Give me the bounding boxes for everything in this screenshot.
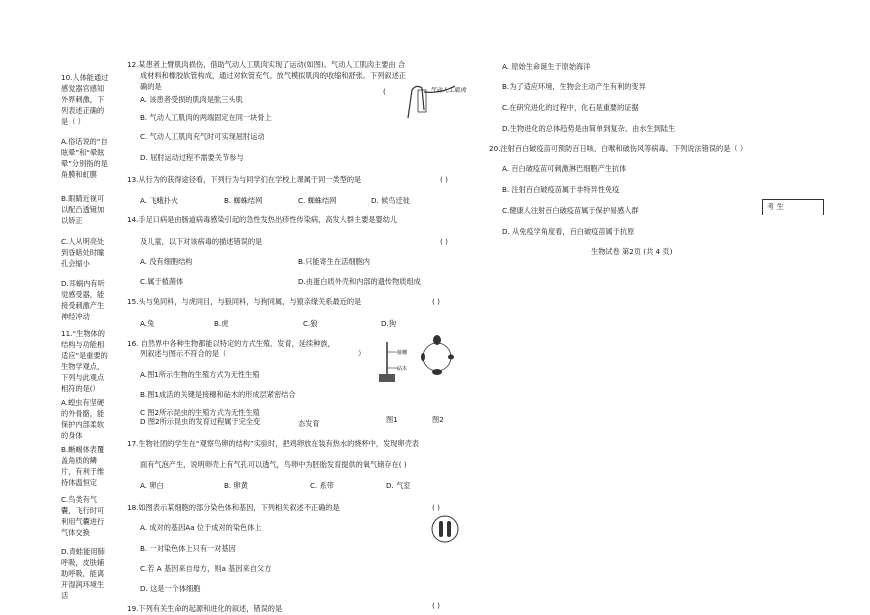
q19-option-d: D.生物进化的总体趋势是由简单到复杂、由水生到陆生: [502, 124, 676, 133]
q20-option-a: A. 百白破疫苗可刺激淋巴细胞产生抗体: [502, 164, 627, 173]
q13-option-d: D. 候鸟迁徙: [371, 196, 410, 205]
question-16-line2: 列叙述与图示不符合的是（: [140, 349, 227, 358]
examinee-box: [762, 199, 824, 215]
q12-option-d: D. 屈肘运动过程不需要关节参与: [140, 153, 244, 162]
q12-option-c: C. 气动人工肌肉充气时可实现屈肘运动: [140, 132, 265, 141]
q10-option-b: B.眼睛近视可以配凸透镜加以矫正: [61, 194, 105, 225]
q12-option-a: A. 该患者受损的肌肉是肱三头肌: [140, 95, 243, 104]
q14-option-a: A. 没有细胞结构: [140, 257, 193, 266]
question-13: 13.从行为的获得途径看，下列行为与同学们在学校上课属于同一类型的是: [127, 175, 362, 184]
answer-paren: ( ): [432, 601, 440, 610]
q15-option-b: B.虎: [214, 319, 229, 328]
question-15: 15.头与兔同科，与虎同目，与狼同科，与狗同属，与猿亲缘关系最近的是: [127, 297, 362, 306]
question-11: 11.“生物体的结构与功能相适应”是重要的生物学观点，下列与此观点相符的是(）: [61, 329, 108, 393]
question-19: 19.下列有关生命的起源和进化的叙述，错误的是: [127, 604, 283, 613]
question-12-line3: 确的是: [140, 82, 162, 91]
q13-option-c: C. 蜘蛛结网: [298, 196, 337, 205]
answer-paren: ( ): [440, 175, 448, 184]
q16-option-d: D 图2所示昆虫的发育过程属于完全变: [140, 417, 261, 426]
q11-option-b: B.蜥蜴体表覆盖角质的鳞片，有利于维持体温恒定: [61, 445, 105, 487]
q19-option-c: C.在研究进化的过程中，化石是重要的证据: [502, 103, 639, 112]
question-18: 18.如图表示某细胞的部分染色体和基因，下列相关叙述不正确的是: [127, 503, 340, 512]
q10-option-a: A.俗话说的“自眩晕”和“晕眩晕”分别指的是角膜和虹膜: [61, 137, 108, 179]
q15-option-c: C.狼: [303, 319, 318, 328]
q16-option-b: B.图1成活的关键是接穗和砧木的形成层紧密结合: [140, 390, 296, 399]
question-16: 16. 自然界中各种生物都能以特定的方式生殖、发育，延续种族，: [127, 339, 335, 348]
question-17: 17.生物社团的学生在“观察鸟卵的结构”实验时，把鸡卵放在装有热水的烧杯中，发现卵壳表: [127, 439, 420, 448]
q14-option-c: C.属于植菌体: [140, 277, 184, 286]
figure-1-label: 图1: [386, 415, 398, 424]
page-footer: 生物试卷 第2页 (共 4 页): [591, 247, 673, 256]
q10-option-c: C.人从明亮处到昏暗处时瞳孔会缩小: [61, 237, 105, 268]
question-10: 10.人体能通过感觉器官感知外界刺激，下列表述正确的是（ ）: [61, 73, 109, 126]
answer-paren: ( ): [432, 503, 440, 512]
q18-option-d: D. 这是一个体细胞: [140, 584, 201, 593]
artificial-muscle-arm-figure: [400, 80, 470, 120]
q18-option-c: C.若 A 基因来自母方，则a 基因来自父方: [140, 564, 272, 573]
q20-option-b: B. 注射百白破疫苗属于非特异性免疫: [502, 185, 620, 194]
question-20: 20.注射百白破疫苗可预防百日咳、白喉和破伤风等病毒。下列说法错误的是（ ）: [489, 144, 748, 153]
q16-option-a: A.图1所示生物的生殖方式为无性生殖: [140, 370, 260, 379]
chromosome-cell-figure: [430, 514, 460, 544]
q13-option-a: A. 飞蛾扑火: [140, 196, 179, 205]
question-17-line2: 面有气泡产生，说明卵壳上有气孔可以透气，鸟卵中为胚胎发育提供的氧气储存在( ): [140, 460, 407, 469]
q11-option-a: A.蝗虫有坚硬的外骨骼，能保护内部柔软的身体: [61, 398, 105, 440]
question-14-line2: 及儿童，以下对该病毒的描述错误的是: [140, 237, 263, 246]
question-12-line2: 成材料和橡胶软管构成，通过对软管充气、放气模拟肌肉的收缩和舒张。下列叙述正: [140, 71, 406, 80]
answer-paren: (: [383, 87, 386, 96]
q17-option-a: A. 卵白: [140, 481, 164, 490]
q16-option-c: C 图2所示昆虫的生殖方式为无性生殖: [140, 408, 260, 417]
examinee-box-label: 考 生: [767, 202, 784, 211]
fig1-scion-label: 接穗: [397, 350, 408, 356]
q18-option-b: B. 一对染色体上只有一对基因: [140, 544, 236, 553]
fig1-rootstock-label: 砧木: [397, 366, 408, 372]
figure-label: 气动人工肌肉: [430, 87, 467, 94]
answer-paren: ( ): [432, 297, 440, 306]
q12-option-b: B. 气动人工肌肉的两端固定在同一块骨上: [140, 113, 272, 122]
q18-option-a: A. 成对的基因Aa 位于成对的染色体上: [140, 523, 262, 532]
answer-paren: ( ): [440, 237, 448, 246]
reproduction-figures: [375, 330, 465, 390]
q11-option-d: D.青蛙能用肺呼吸，皮肤辅助呼吸，能离开湿润环境生活: [61, 547, 105, 600]
q15-option-a: A.兔: [140, 319, 155, 328]
q16-option-d-end: 态发育: [298, 419, 320, 428]
q10-option-d: D.耳蜗内有听觉感受器，能接受刺激产生神经冲动: [61, 279, 105, 321]
q13-option-b: B. 蜘蛛结网: [224, 196, 263, 205]
q15-option-d: D.狗: [381, 319, 397, 328]
figure-2-label: 图2: [432, 415, 444, 424]
q14-option-d: D.由蛋白质外壳和内部的遗传物质组成: [298, 277, 421, 286]
q19-option-b: B.为了适应环境，生物会主动产生有利的变异: [502, 82, 646, 91]
question-14: 14.手足口病是由肠道病毒感染引起的急性发热出疹性传染病，高发人群主要是婴幼儿: [127, 215, 398, 224]
answer-paren: ）: [358, 349, 366, 358]
q17-option-c: C. 系带: [310, 481, 334, 490]
q20-option-c: C.健康人注射百白破疫苗属于保护易感人群: [502, 206, 639, 215]
question-12: 12.某患者上臂肌肉损伤，借助气动人工肌肉实现了运动(如图)。气动人工肌肉主要由 合: [127, 60, 406, 69]
q20-option-d: D. 从免疫学角度看，百白破疫苗属于抗原: [502, 227, 635, 236]
q11-option-c: C.鸟类有气囊，飞行时可利用气囊进行气体交换: [61, 495, 105, 537]
q19-option-a: A. 原始生命诞生于原始海洋: [502, 62, 591, 71]
q14-option-b: B.只能寄生在活细胞内: [298, 257, 370, 266]
q17-option-d: D. 气室: [386, 481, 411, 490]
q17-option-b: B. 卵黄: [224, 481, 248, 490]
